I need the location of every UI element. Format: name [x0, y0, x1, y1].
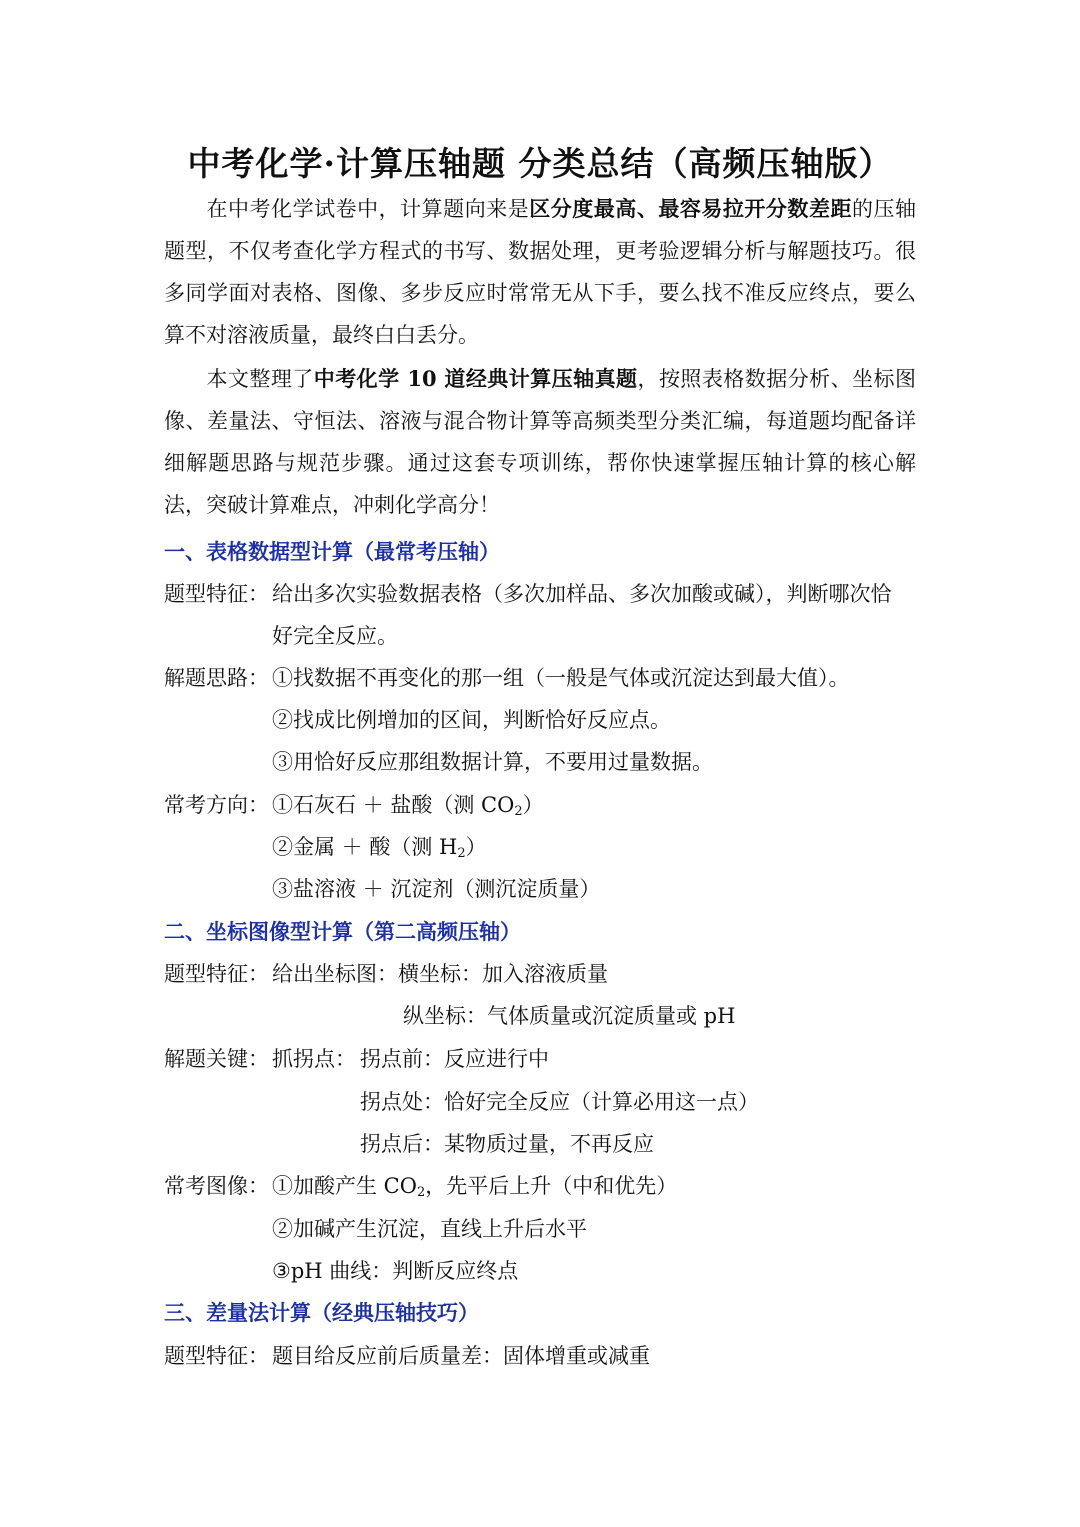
- s2-key-sub-label: 抓拐点：: [272, 1047, 356, 1071]
- intro-paragraph-2: [164, 358, 916, 526]
- page-title: 中考化学·计算压轴题 分类总结（高频压轴版）: [187, 144, 893, 183]
- s2-key-2: 拐点处：恰好完全反应（计算必用这一点）: [360, 1090, 759, 1114]
- s1-common-1: ①石灰石 ＋ 盐酸（测 $CO_2$）: [272, 793, 544, 819]
- section-3-heading: 三、差量法计算（经典压轴技巧）: [164, 1300, 479, 1325]
- s1-feature-text-2: 好完全反应。: [272, 624, 398, 648]
- intro-paragraph-1: [164, 188, 916, 356]
- s2-graph-2: ②加碱产生沉淀，直线上升后水平: [272, 1217, 587, 1241]
- section-1-heading: 一、表格数据型计算（最常考压轴）: [164, 539, 500, 564]
- s1-common-2: ②金属 ＋ 酸（测 $H_2$）: [272, 835, 487, 861]
- s3-feature-label: 题型特征：: [164, 1344, 269, 1368]
- s2-feature-1: 给出坐标图：横坐标：加入溶液质量: [272, 962, 608, 986]
- s1-method-2: ②找成比例增加的区间，判断恰好反应点。: [272, 708, 671, 732]
- s2-key-label: 解题关键：: [164, 1047, 269, 1071]
- intro-2-bold: 中考化学 10 道经典计算压轴真题: [313, 366, 638, 391]
- intro-1-bold: 区分度最高、最容易拉开分数差距: [529, 196, 852, 221]
- s1-common-3: ③盐溶液 ＋ 沉淀剂（测沉淀质量）: [272, 877, 601, 901]
- s2-feature-label: 题型特征：: [164, 962, 269, 986]
- s1-common-label: 常考方向：: [164, 793, 269, 817]
- s1-method-3: ③用恰好反应那组数据计算，不要用过量数据。: [272, 750, 713, 774]
- intro-2-text-a: 本文整理了: [206, 367, 314, 391]
- s2-graph-1: ①加酸产生 $CO_2$，先平后上升（中和优先）: [272, 1174, 678, 1200]
- intro-1-text-b: 的压轴题型，不仅考查化学方程式的书写、数据处理，更考验逻辑分析与解题技巧。很多同学面对表格、图像、多步反应时常常无从下手，要么找不准反应终点，要么算不对溶液质量，最终白白丢分。: [164, 197, 917, 347]
- s1-feature-label: 题型特征：: [164, 582, 269, 606]
- s1-method-label: 解题思路：: [164, 666, 269, 690]
- s3-feature-1: 题目给反应前后质量差：固体增重或减重: [272, 1344, 650, 1368]
- s2-feature-2: 纵坐标：气体质量或沉淀质量或 pH: [403, 1004, 736, 1028]
- s1-method-1: ①找数据不再变化的那一组（一般是气体或沉淀达到最大值）。: [272, 666, 850, 690]
- s2-graph-3: ③pH 曲线：判断反应终点: [272, 1259, 519, 1283]
- s2-key-3: 拐点后：某物质过量，不再反应: [360, 1132, 654, 1156]
- intro-1-text-a: 在中考化学试卷中，计算题向来是: [206, 197, 530, 221]
- section-2-heading: 二、坐标图像型计算（第二高频压轴）: [164, 919, 521, 944]
- s1-feature-text-1: 给出多次实验数据表格（多次加样品、多次加酸或碱），判断哪次恰: [272, 582, 892, 606]
- s2-key-1: 拐点前：反应进行中: [360, 1047, 549, 1071]
- s2-graph-label: 常考图像：: [164, 1174, 269, 1198]
- intro-2-text-b: ，按照表格数据分析、坐标图像、差量法、守恒法、溶液与混合物计算等高频类型分类汇编，每道题均配备详细解题思路与规范步骤。通过这套专项训练，帮你快速掌握压轴计算的核心解法，突破计算难点，冲刺化学高分！: [164, 367, 917, 517]
